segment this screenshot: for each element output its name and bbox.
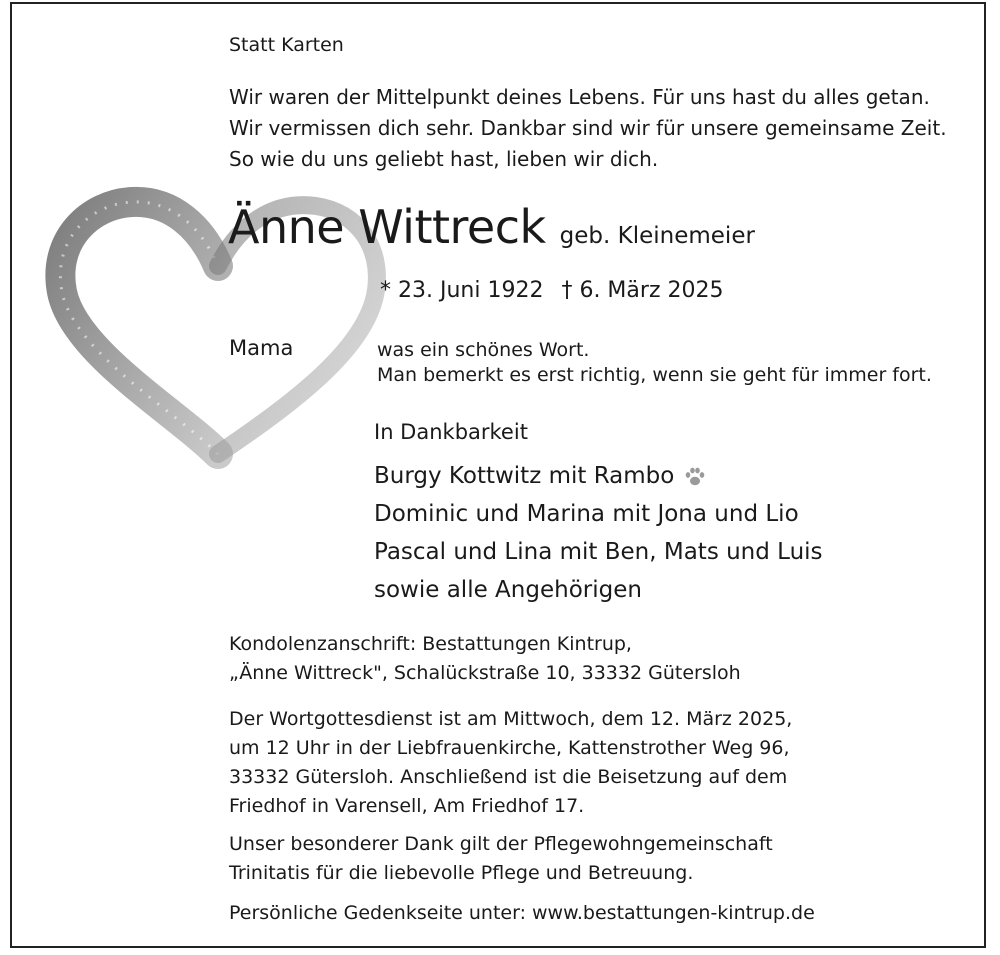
poem — [377, 338, 932, 388]
verse-line: Wir waren der Mittelpunkt deines Lebens. Für uns hast du alles getan. — [229, 85, 930, 109]
thanks-line: Trinitatis für die liebevolle Pflege und Betreuung. — [229, 862, 694, 884]
mourner-line: Pascal und Lina mit Ben, Mats und Luis — [374, 539, 823, 565]
deceased-name: Änne Wittreck — [228, 200, 546, 254]
memorial-website: Persönliche Gedenkseite unter: www.bestattungen-kintrup.de — [229, 902, 815, 924]
service-line: Der Wortgottesdienst ist am Mittwoch, dem 12. März 2025, — [229, 708, 793, 730]
paw-print-icon — [684, 467, 706, 487]
mourner-line — [374, 457, 823, 495]
service-line: 33332 Gütersloh. Anschließend ist die Beisetzung auf dem — [229, 766, 788, 788]
service-line: Friedhof in Varensell, Am Friedhof 17. — [229, 795, 585, 817]
mourners-list — [374, 457, 823, 609]
verse-line: Wir vermissen dich sehr. Dankbar sind wir für unsere gemeinsame Zeit. — [229, 116, 947, 140]
mourners-intro: In Dankbarkeit — [374, 420, 528, 444]
death-date: † 6. März 2025 — [561, 278, 724, 303]
mourner-name: Burgy Kottwitz mit Rambo — [374, 463, 675, 489]
condolence-line: „Änne Wittreck", Schalückstraße 10, 33332 Gütersloh — [229, 662, 741, 684]
opening-verse — [229, 82, 947, 175]
obituary-card — [10, 2, 986, 948]
mourner-line: Dominic und Marina mit Jona und Lio — [374, 501, 799, 527]
verse-line: So wie du uns geliebt hast, lieben wir dich. — [229, 147, 659, 171]
thanks-note — [229, 830, 773, 888]
condolence-line: Kondolenzanschrift: Bestattungen Kintrup, — [229, 633, 632, 655]
thanks-line: Unser besonderer Dank gilt der Pflegewohngemeinschaft — [229, 833, 773, 855]
poem-label: Mama — [229, 336, 294, 360]
mourner-line: sowie alle Angehörigen — [374, 577, 642, 603]
service-line: um 12 Uhr in der Liebfrauenkirche, Kattenstrother Weg 96, — [229, 737, 790, 759]
condolence-address — [229, 630, 741, 688]
deceased-name-row — [228, 200, 755, 254]
life-dates — [380, 278, 723, 303]
birth-date: * 23. Juni 1922 — [380, 278, 544, 303]
birth-name: geb. Kleinemeier — [559, 223, 755, 249]
statt-karten: Statt Karten — [229, 34, 344, 56]
service-info — [229, 705, 792, 821]
poem-line: Man bemerkt es erst richtig, wenn sie geht für immer fort. — [377, 364, 932, 386]
poem-line: was ein schönes Wort. — [377, 339, 590, 361]
